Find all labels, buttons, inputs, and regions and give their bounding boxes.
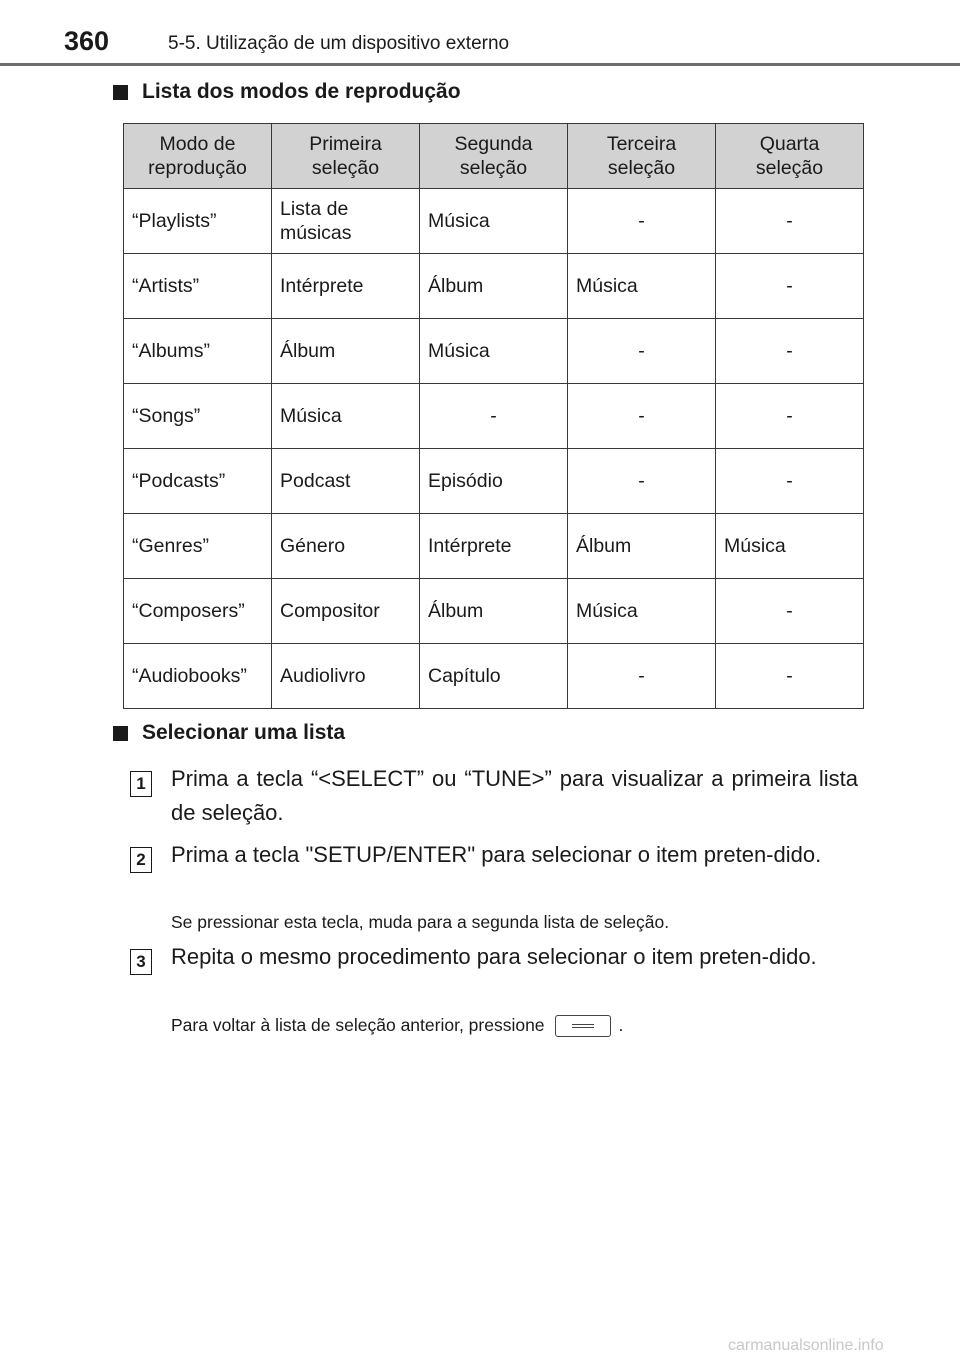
cell-text: -: [786, 340, 793, 362]
table-cell: [124, 189, 272, 254]
table-cell: [272, 579, 420, 644]
header-text: seleção: [311, 157, 380, 179]
table-cell: [272, 319, 420, 384]
header-text: seleção: [755, 157, 824, 179]
table-cell: [272, 644, 420, 709]
table-cell: [420, 449, 568, 514]
step-number-badge: 1: [130, 771, 152, 797]
table-cell: [716, 254, 864, 319]
cell-text: Episódio: [428, 470, 503, 492]
header-rule: [0, 63, 960, 66]
table-cell: [716, 189, 864, 254]
table-cell: [272, 254, 420, 319]
table-cell: [420, 644, 568, 709]
table-cell: [716, 319, 864, 384]
table-cell: [124, 449, 272, 514]
header-text: Terceira: [606, 133, 677, 155]
cell-text: -: [638, 665, 645, 687]
cell-text: Audiolivro: [280, 665, 366, 687]
table-row: [124, 319, 864, 384]
table-cell: [420, 254, 568, 319]
cell-text: Álbum: [428, 600, 484, 622]
table-header-cell: [716, 124, 864, 189]
header-text: Modo de: [159, 133, 236, 155]
table-row: [124, 579, 864, 644]
header-text: Primeira: [309, 133, 382, 155]
table-cell: [568, 579, 716, 644]
step-text: Repita o mesmo procedimento para selecionar o item preten-dido.: [171, 944, 817, 969]
cell-text: “Albums”: [132, 340, 211, 362]
step-3-note: [171, 1013, 861, 1037]
table-body: [124, 189, 864, 709]
table-cell: [420, 384, 568, 449]
watermark: carmanualsonline.info: [728, 1337, 884, 1354]
cell-text: -: [786, 600, 793, 622]
table-cell: [124, 644, 272, 709]
cell-text: -: [786, 210, 793, 232]
table-cell: [716, 644, 864, 709]
playback-modes-table: [123, 123, 864, 709]
table-cell: [272, 514, 420, 579]
table-cell: [568, 384, 716, 449]
table-cell: [568, 449, 716, 514]
cell-text: “Songs”: [132, 405, 201, 427]
cell-text: “Artists”: [132, 275, 200, 297]
table-cell: [124, 254, 272, 319]
table-cell: [420, 189, 568, 254]
cell-text: “Genres”: [132, 535, 209, 557]
section-title-select: [113, 721, 345, 745]
bullet-square-icon: [113, 726, 128, 741]
cell-text: Género: [280, 535, 346, 557]
table-row: [124, 189, 864, 254]
table-cell: [568, 319, 716, 384]
cell-text: Música: [576, 600, 638, 622]
cell-text: “Podcasts”: [132, 470, 226, 492]
step-2: [130, 838, 858, 872]
cell-text: Intérprete: [280, 275, 364, 297]
section-title-text: Selecionar uma lista: [142, 721, 346, 744]
table-cell: [124, 384, 272, 449]
table-cell: [568, 514, 716, 579]
cell-text: Capítulo: [428, 665, 501, 687]
cell-text: Música: [280, 405, 342, 427]
bullet-square-icon: [113, 85, 128, 100]
table-cell: [124, 319, 272, 384]
cell-text: “Audiobooks”: [132, 665, 247, 687]
note-text: Para voltar à lista de seleção anterior, pressione: [171, 1015, 545, 1035]
table-cell: [420, 514, 568, 579]
header-text: Segunda: [454, 133, 533, 155]
table-cell: [272, 384, 420, 449]
table-row: [124, 514, 864, 579]
step-number-badge: 3: [130, 949, 152, 975]
table-header-row: [124, 124, 864, 189]
step-1: [130, 762, 858, 830]
table-cell: [124, 514, 272, 579]
step-number-badge: 2: [130, 847, 152, 873]
chapter-title: 5-5. Utilização de um dispositivo externo: [168, 33, 510, 54]
table-cell: [420, 579, 568, 644]
page-header: [0, 0, 960, 64]
cell-text: -: [638, 405, 645, 427]
cell-text: Podcast: [280, 470, 351, 492]
table-row: [124, 384, 864, 449]
cell-text: -: [490, 405, 497, 427]
step-2-note: Se pressionar esta tecla, muda para a segunda lista de seleção.: [171, 912, 670, 932]
table-cell: [272, 189, 420, 254]
cell-text: “Composers”: [132, 600, 245, 622]
table-cell: [716, 579, 864, 644]
table-cell: [124, 579, 272, 644]
cell-text: Música: [576, 275, 638, 297]
table-row: [124, 644, 864, 709]
table-cell: [568, 189, 716, 254]
cell-text: Música: [724, 535, 786, 557]
cell-text: -: [638, 210, 645, 232]
cell-text: Música: [428, 340, 490, 362]
header-text: reprodução: [148, 157, 247, 179]
table-cell: [272, 449, 420, 514]
cell-text: Álbum: [576, 535, 632, 557]
cell-text: -: [786, 470, 793, 492]
table-cell: [716, 449, 864, 514]
cell-text: -: [786, 405, 793, 427]
header-text: Quarta: [759, 133, 820, 155]
cell-text: Álbum: [428, 275, 484, 297]
cell-text: -: [638, 470, 645, 492]
step-text: Prima a tecla "SETUP/ENTER" para selecionar o item preten-dido.: [171, 842, 822, 867]
cell-text: músicas: [280, 222, 352, 244]
table-cell: [568, 644, 716, 709]
table-header-cell: [124, 124, 272, 189]
step-3: [130, 940, 858, 974]
cell-text: Música: [428, 210, 490, 232]
cell-text: “Playlists”: [132, 210, 217, 232]
cell-text: -: [786, 665, 793, 687]
note-text-end: .: [618, 1015, 624, 1035]
header-text: seleção: [607, 157, 676, 179]
page-number: 360: [64, 26, 110, 56]
table-cell: [716, 384, 864, 449]
table-header-cell: [420, 124, 568, 189]
table-row: [124, 449, 864, 514]
back-key-icon: [555, 1015, 611, 1037]
table-header-cell: [272, 124, 420, 189]
section-title-text: Lista dos modos de reprodução: [142, 80, 461, 103]
cell-text: Álbum: [280, 340, 336, 362]
cell-text: Compositor: [280, 600, 380, 622]
table-cell: [420, 319, 568, 384]
table-cell: [568, 254, 716, 319]
cell-text: Intérprete: [428, 535, 512, 557]
table-header-cell: [568, 124, 716, 189]
section-title-modes: [113, 80, 461, 104]
step-text: Prima a tecla “<SELECT” ou “TUNE>” para visualizar a primeira lista de seleção.: [171, 766, 858, 825]
header-text: seleção: [459, 157, 528, 179]
table-cell: [716, 514, 864, 579]
table-row: [124, 254, 864, 319]
cell-text: -: [786, 275, 793, 297]
cell-text: -: [638, 340, 645, 362]
cell-text: Lista de: [280, 198, 349, 220]
